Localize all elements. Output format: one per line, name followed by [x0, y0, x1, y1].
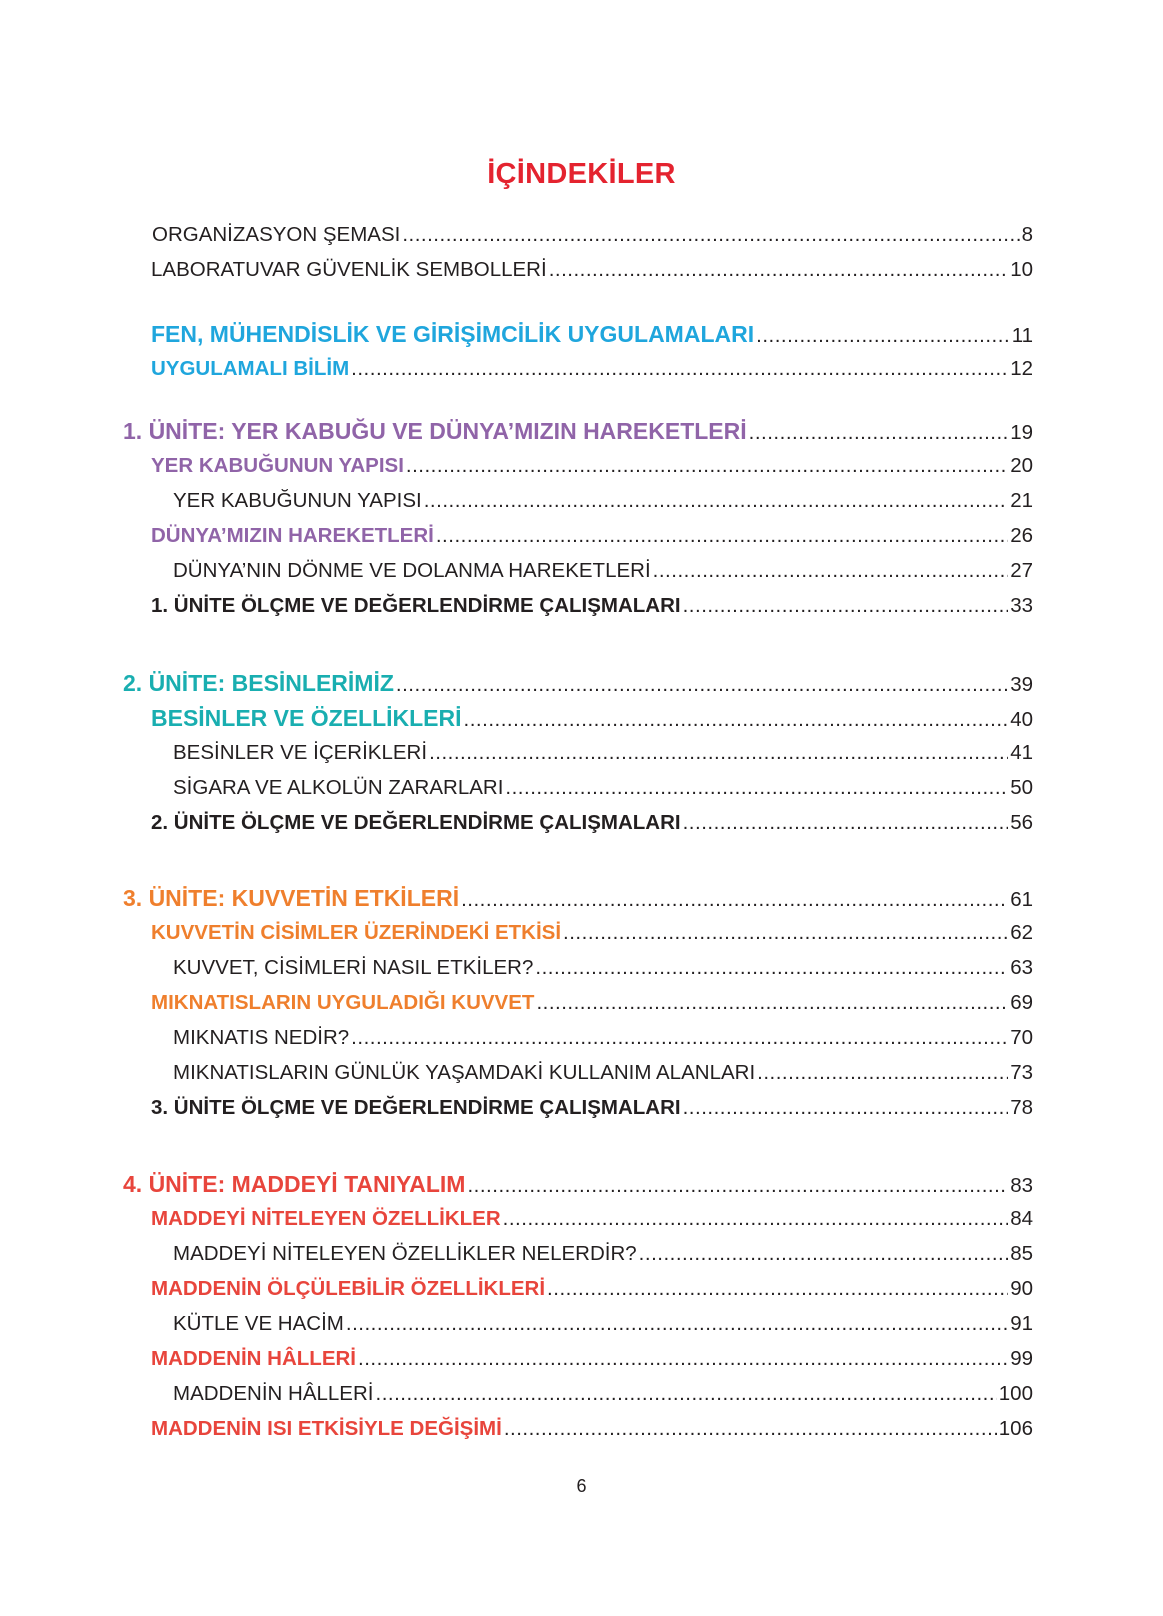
toc-entry-label: SİGARA VE ALKOLÜN ZARARLARI — [173, 776, 504, 799]
dot-leader — [504, 1414, 997, 1444]
toc-entry-page: 8 — [1021, 223, 1033, 246]
dot-leader — [683, 1093, 1009, 1123]
dot-leader — [406, 451, 1008, 481]
toc-entry-page: 40 — [1010, 708, 1033, 731]
toc-entry-label: MIKNATIS NEDİR? — [173, 1026, 350, 1049]
toc-entry-label: BESİNLER VE İÇERİKLERİ — [173, 741, 428, 764]
toc-section[interactable] — [151, 451, 1033, 481]
toc-entry-label: UYGULAMALI BİLİM — [151, 357, 350, 380]
dot-leader — [464, 705, 1009, 735]
dot-leader — [424, 486, 1008, 516]
toc-entry-label: 2. ÜNİTE: BESİNLERİMİZ — [123, 670, 394, 696]
toc-entry-page: 69 — [1010, 991, 1033, 1014]
dot-leader — [376, 1379, 997, 1409]
toc-entry-label: MADDEYİ NİTELEYEN ÖZELLİKLER — [151, 1207, 501, 1230]
toc-assessment[interactable] — [151, 1093, 1033, 1123]
page-title: İÇİNDEKİLER — [487, 158, 676, 190]
toc-entry-page: 62 — [1010, 921, 1033, 944]
toc-entry-label: 3. ÜNİTE ÖLÇME VE DEĞERLENDİRME ÇALIŞMALARI — [151, 1096, 681, 1119]
toc-entry-label: MIKNATISLARIN UYGULADIĞI KUVVET — [151, 991, 535, 1014]
toc-entry-label: YER KABUĞUNUN YAPISI — [173, 489, 422, 512]
toc-assessment[interactable] — [151, 591, 1033, 621]
toc-entry-label: FEN, MÜHENDİSLİK VE GİRİŞİMCİLİK UYGULAMALARI — [151, 321, 755, 347]
toc-entry-label: 1. ÜNİTE ÖLÇME VE DEĞERLENDİRME ÇALIŞMALARI — [151, 594, 681, 617]
dot-leader — [503, 1204, 1009, 1234]
toc-entry-label: 2. ÜNİTE ÖLÇME VE DEĞERLENDİRME ÇALIŞMALARI — [151, 811, 681, 834]
toc-entry-label: MADDEYİ NİTELEYEN ÖZELLİKLER NELERDİR? — [173, 1242, 637, 1265]
toc-entry-label: 1. ÜNİTE: YER KABUĞU VE DÜNYA’MIZIN HAREKETLERİ — [123, 418, 747, 444]
toc-entry-label: DÜNYA’MIZIN HAREKETLERİ — [151, 524, 434, 547]
toc-entry-label: MADDENİN HÂLLERİ — [151, 1347, 356, 1370]
toc-entry-page: 90 — [1010, 1277, 1033, 1300]
toc-entry-page: 50 — [1010, 776, 1033, 799]
toc-entry-page: 26 — [1010, 524, 1033, 547]
dot-leader — [429, 738, 1008, 768]
dot-leader — [757, 1058, 1008, 1088]
toc-entry-label: KUVVETİN CİSİMLER ÜZERİNDEKİ ETKİSİ — [151, 921, 562, 944]
toc-subsection[interactable] — [173, 1309, 1033, 1339]
toc-unit-1[interactable] — [123, 416, 1033, 446]
toc-entry-label: DÜNYA’NIN DÖNME VE DOLANMA HAREKETLERİ — [173, 559, 651, 582]
toc-section[interactable] — [151, 1274, 1033, 1304]
toc-entry-lab-safety-symbols[interactable] — [151, 255, 1033, 285]
toc-section[interactable] — [151, 1344, 1033, 1374]
toc-entry-label: MADDENİN ÖLÇÜLEBİLİR ÖZELLİKLERİ — [151, 1277, 546, 1300]
dot-leader — [749, 418, 1009, 448]
toc-entry-label: ORGANİZASYON ŞEMASI — [152, 223, 401, 246]
toc-entry-page: 19 — [1010, 421, 1033, 444]
dot-leader — [563, 918, 1008, 948]
toc-subsection[interactable] — [173, 953, 1033, 983]
toc-entry-label: MIKNATISLARIN GÜNLÜK YAŞAMDAKİ KULLANIM ALANLARI — [173, 1061, 756, 1084]
dot-leader — [467, 1171, 1008, 1201]
toc-entry-page: 91 — [1010, 1312, 1033, 1335]
toc-section[interactable] — [151, 918, 1033, 948]
toc-entry-page: 10 — [1010, 258, 1033, 281]
toc-subsection[interactable] — [173, 1379, 1033, 1409]
toc-subsection[interactable] — [173, 486, 1033, 516]
toc-entry-page: 63 — [1010, 956, 1033, 979]
toc-entry-page: 106 — [998, 1417, 1033, 1440]
toc-entry-page: 56 — [1010, 811, 1033, 834]
toc-subsection[interactable] — [173, 738, 1033, 768]
toc-entry-page: 84 — [1010, 1207, 1033, 1230]
page-number: 6 — [576, 1476, 587, 1496]
dot-leader — [402, 220, 1019, 250]
toc-entry-page: 41 — [1010, 741, 1033, 764]
toc-entry-page: 85 — [1010, 1242, 1033, 1265]
toc-entry-label: 4. ÜNİTE: MADDEYİ TANIYALIM — [123, 1171, 466, 1197]
toc-entry-label: LABORATUVAR GÜVENLİK SEMBOLLERİ — [151, 258, 547, 281]
dot-leader — [756, 321, 1010, 351]
toc-entry-page: 39 — [1010, 673, 1033, 696]
toc-entry-label: KUVVET, CİSİMLERİ NASIL ETKİLER? — [173, 956, 534, 979]
toc-section[interactable] — [151, 1414, 1033, 1444]
toc-assessment[interactable] — [151, 808, 1033, 838]
dot-leader — [653, 556, 1009, 586]
toc-subsection[interactable] — [173, 773, 1033, 803]
dot-leader — [547, 1274, 1008, 1304]
toc-unit-3[interactable] — [123, 883, 1033, 913]
toc-entry-page: 33 — [1010, 594, 1033, 617]
dot-leader — [639, 1239, 1009, 1269]
toc-subsection[interactable] — [173, 1239, 1033, 1269]
toc-entry-science-engineering[interactable] — [151, 319, 1033, 349]
toc-entry-label: MADDENİN ISI ETKİSİYLE DEĞİŞİMİ — [151, 1417, 502, 1440]
toc-section[interactable] — [151, 988, 1033, 1018]
toc-entry-page: 99 — [1010, 1347, 1033, 1370]
dot-leader — [396, 670, 1008, 700]
toc-entry-page: 73 — [1010, 1061, 1033, 1084]
toc-entry-applied-science[interactable] — [151, 354, 1033, 384]
toc-entry-page: 20 — [1010, 454, 1033, 477]
toc-subsection[interactable] — [173, 556, 1033, 586]
toc-entry-page: 83 — [1010, 1174, 1033, 1197]
dot-leader — [549, 255, 1009, 285]
dot-leader — [346, 1309, 1008, 1339]
toc-entry-label: BESİNLER VE ÖZELLİKLERİ — [151, 705, 462, 731]
dot-leader — [351, 1023, 1008, 1053]
toc-entry-page: 21 — [1010, 489, 1033, 512]
dot-leader — [683, 808, 1009, 838]
toc-entry-organization-chart[interactable] — [152, 220, 1033, 250]
dot-leader — [436, 521, 1008, 551]
toc-section[interactable] — [151, 1204, 1033, 1234]
toc-section[interactable] — [151, 703, 1033, 733]
dot-leader — [683, 591, 1009, 621]
dot-leader — [535, 953, 1008, 983]
toc-section[interactable] — [151, 521, 1033, 551]
toc-subsection[interactable] — [173, 1023, 1033, 1053]
toc-entry-page: 12 — [1010, 357, 1033, 380]
toc-entry-page: 61 — [1010, 888, 1033, 911]
toc-entry-page: 78 — [1010, 1096, 1033, 1119]
toc-entry-label: 3. ÜNİTE: KUVVETİN ETKİLERİ — [123, 885, 460, 911]
toc-entry-label: KÜTLE VE HACİM — [173, 1312, 344, 1335]
toc-subsection[interactable] — [173, 1058, 1033, 1088]
dot-leader — [358, 1344, 1008, 1374]
toc-entry-label: MADDENİN HÂLLERİ — [173, 1382, 374, 1405]
toc-entry-label: YER KABUĞUNUN YAPISI — [151, 454, 404, 477]
dot-leader — [461, 885, 1008, 915]
dot-leader — [351, 354, 1008, 384]
dot-leader — [505, 773, 1008, 803]
toc-entry-page: 70 — [1010, 1026, 1033, 1049]
dot-leader — [536, 988, 1008, 1018]
toc-unit-4[interactable] — [123, 1169, 1033, 1199]
toc-entry-page: 100 — [998, 1382, 1033, 1405]
toc-entry-page: 27 — [1010, 559, 1033, 582]
toc-unit-2[interactable] — [123, 668, 1033, 698]
toc-entry-page: 11 — [1011, 324, 1033, 347]
